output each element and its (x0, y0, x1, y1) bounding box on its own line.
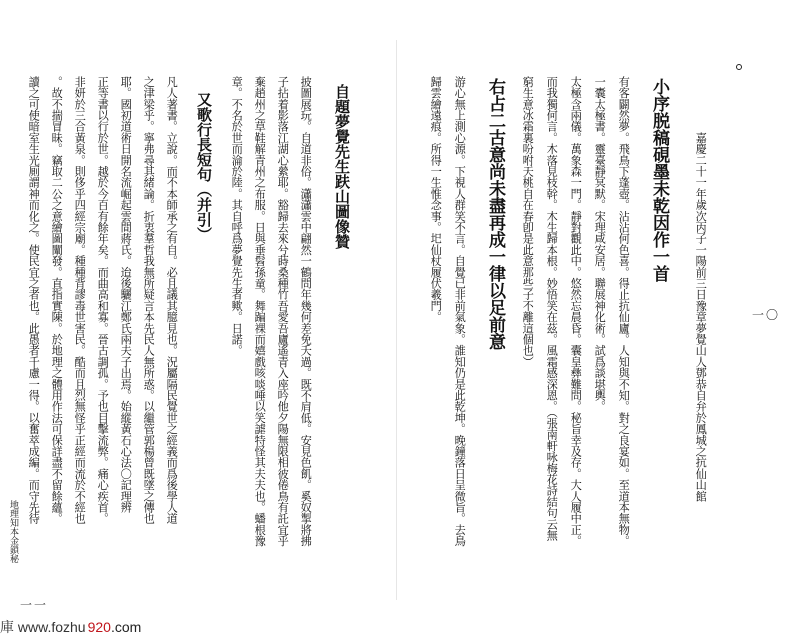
poem-line: 太極含兩儀。萬象森一門。靜對觀此中。悠然忘晨昏。囊皇彝難問。秘旨幸及存。大人履中正。 (569, 76, 583, 547)
song-line: 。故不揣冒昧。竊取二公之意繪圖闡發。直指實陳。於地理之體用作法可保詳盡不留餘蘊。 (50, 76, 64, 524)
poem-line: 而我獨何言。木落見枝幹。木生歸本根。妙悟笑在茲。風霜感深恩。（張南軒咏梅花詩結句云無 (545, 76, 559, 541)
watermark-suffix: .com (110, 619, 142, 635)
song-line: 凡人著書。立說。而不本師承之有自。必且議其臆見也。況屬隔民覺世之經義而爲後學人道 (165, 76, 179, 524)
second-poem-line: 歸雲繪遠痕。所得一生惟念事。圯仙杖履伏羲門。 (429, 76, 443, 323)
song-line: 耶。國初道術日開名流崛起雲間蔣氏。迨後驪江鄭氏兩夫子出焉。始縱黃石心法〇記理辨 (119, 76, 133, 513)
second-poem-line: 游心無上測心源。下視人群笑不言。自覺已非前氣象。誰知仍是此乾坤。晚鐘落日呈微旨。去鳥 (453, 76, 467, 547)
poem-line: 有客闢然夢。飛鳥下蓬壺。沾沾何色喜。得止抗仙廬。人知與不知。對之良宴如。至道本無物。 (617, 76, 631, 547)
portrait-eulogy-title: 自題夢覺先生趺山圖像贊 (333, 84, 351, 249)
running-head: 地理知本金鎖秘 (8, 500, 18, 563)
watermark-prefix: 庫 www.fozhu (0, 619, 86, 635)
watermark-number: 920 (87, 619, 111, 635)
poem-line: 窮生意冰霜裏吩咐天桃自在春卽是此意那些子不離這個也） (521, 76, 535, 368)
portrait-line: 披圖展玩。自道非俗。瀟瀟雲中翩然一鶴問年幾何差免夭過。既不肩低。安見色飢。奚奴掣將拂 (299, 76, 313, 547)
preface-poem-title: 小序脱稿硯墨未乾因作一首 (649, 78, 669, 282)
portrait-line: 棄趙州之草鞋解青州之布服。日與垂髫孫童。舞蹁裸而嬉戲咳啖唾以笑謔特怪其夫夫也。蟠根豫 (253, 76, 267, 547)
page-gutter (396, 40, 397, 600)
second-poem-title: 右占二古意尚未盡再成一律以足前意 (485, 78, 505, 350)
page-number-right: 一〇 (752, 308, 781, 322)
page-number-left: 一一 (20, 598, 49, 612)
poem-line: 一囊太極書。靈臺靜冥默。宋理咸安居。聯展神化術。試爲談堪輿。 (593, 76, 607, 412)
song-line: 之津梁乎。寧弗尋其緒論。折衷羣哲我無所疑言本先民人無所惑。以繼管郭楊曾既墜之傳也 (142, 76, 156, 524)
song-title: 又歌行長短句（并引） (195, 92, 213, 242)
corner-dot-mark (736, 64, 742, 70)
song-line: 讀之可使暗室生光厠謂神而化之。使民宜之者也。此愚者千慮一得。以奮萃成編。而守先待 (27, 76, 41, 524)
song-line: 正等書以行於世。越於今百有餘年矣。而曲高和寡。晉古調孤。予也目擊流弊。痛心疾首。 (96, 76, 110, 524)
portrait-line: 章。不名於世而淪於陸。其自呼爲夢覺先生者歟。日諾。 (230, 76, 244, 356)
preface-date-line: 嘉慶二十一年歲次丙子一陽前三日豫章夢覺山人鄧恭自弁於鳳城之抗仙山館 (694, 132, 708, 502)
portrait-line: 子拈着影落江湖心縈耶。豁歸去來兮蒔桑種竹吾愛吾廬遙青入座吟他夕陽無限相彼倦鳥有託宜乎 (276, 76, 290, 547)
site-watermark[interactable] (0, 617, 141, 637)
song-line: 非妍於三合黃泉。則侈乎四經宗廟。種種背謬毒世害民。酷而且烈無怪乎正經而流於不經也 (73, 76, 87, 524)
